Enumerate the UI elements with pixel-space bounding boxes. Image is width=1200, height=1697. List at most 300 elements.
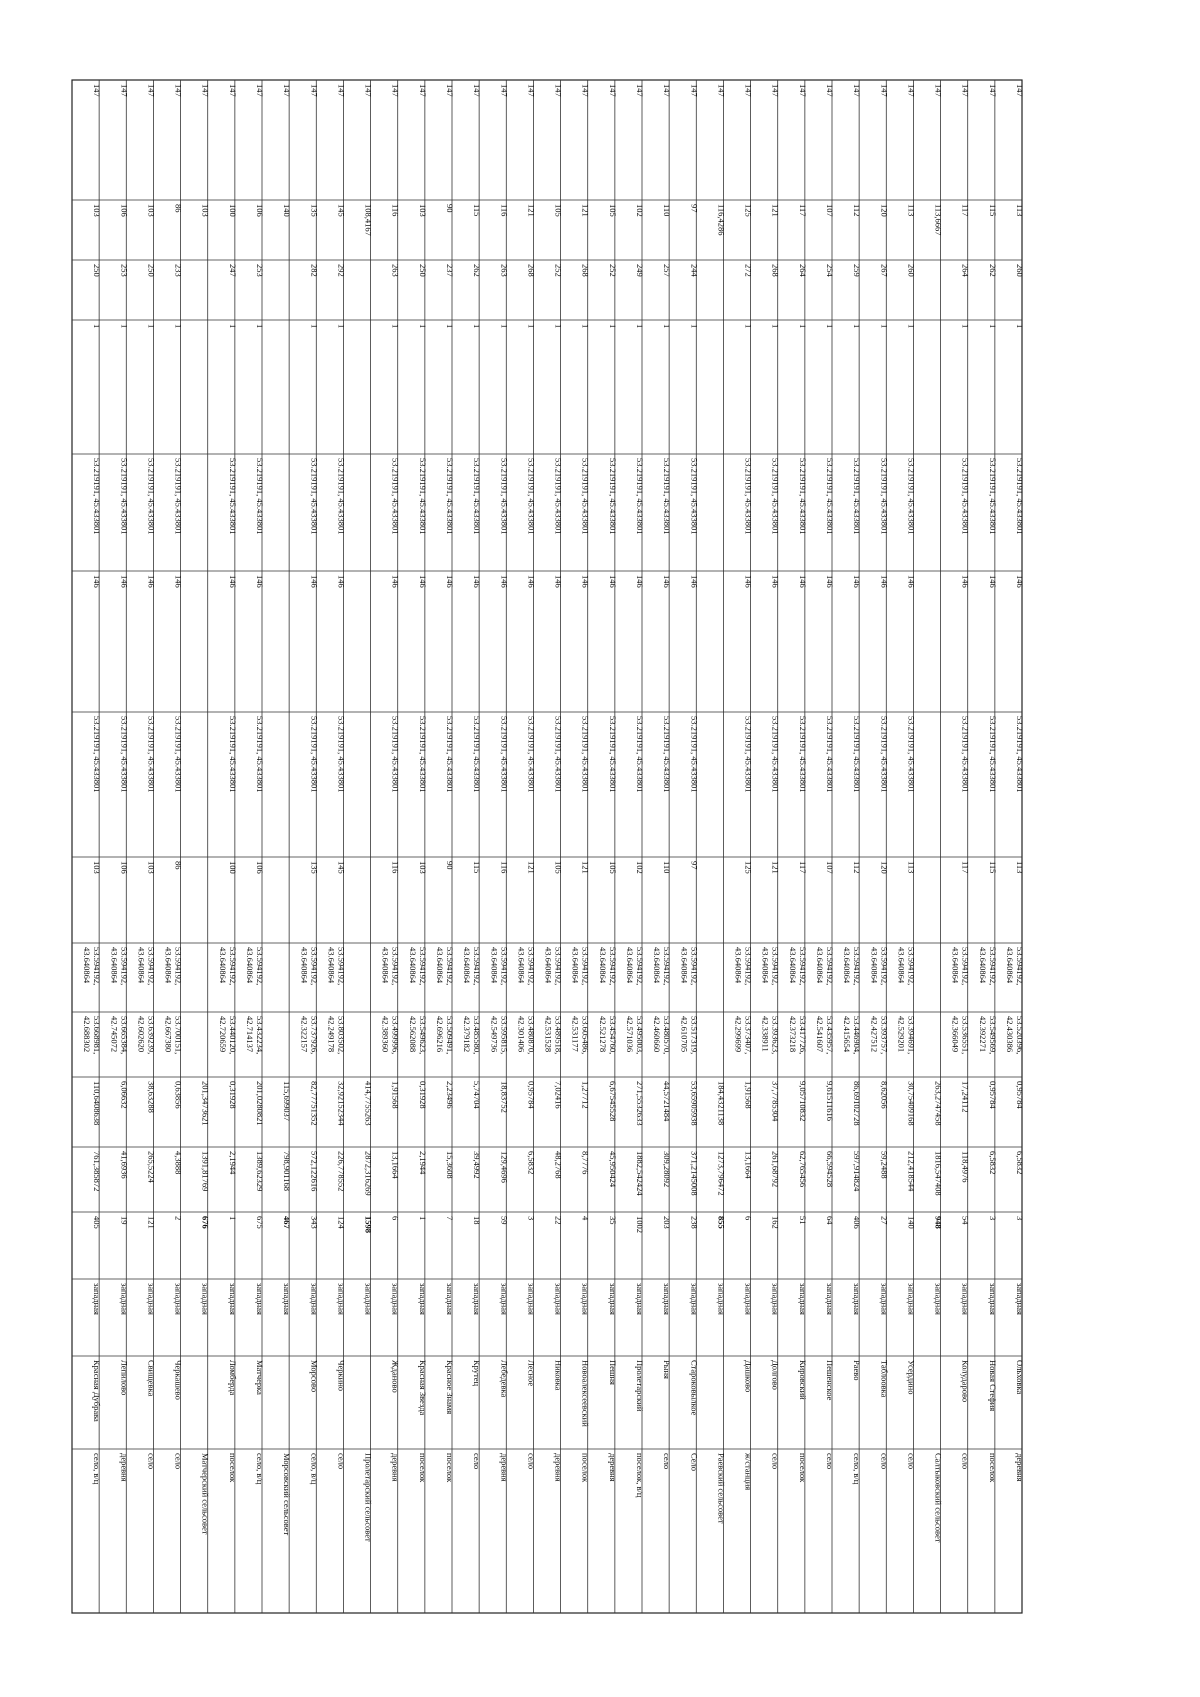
table-cell-text: 53.594192, [580, 947, 591, 986]
table-cell-text: 53.219191, 45.433801 [879, 716, 890, 793]
table-cell-text: 1 [1015, 324, 1025, 329]
table-cell-text: село [825, 1453, 835, 1470]
table-cell-text: 226,778552 [336, 1151, 347, 1192]
table-cell-text: 147 [200, 84, 211, 97]
table-cell-text: Пролетарский сельсовет [363, 1453, 374, 1542]
table-cell-text: 43.640864 [245, 947, 255, 984]
table-cell-text: 43.640864 [82, 947, 93, 984]
table-cell-text: 252 [553, 264, 564, 277]
table-cell-text: 121 [580, 861, 591, 874]
table-cell-text: село [146, 1453, 157, 1470]
table-cell-text: западная [825, 1283, 835, 1315]
table-cell-text: 106 [119, 204, 130, 217]
table-cell-text: 59 [499, 1216, 510, 1225]
table-cell-text: 117 [960, 861, 971, 874]
table-cell-text: 53.219191, 45.433801 [906, 458, 917, 535]
table-cell-text: 250 [417, 264, 428, 277]
table-cell-text: 103 [92, 204, 103, 217]
table-cell-text: поселок [580, 1453, 591, 1483]
table-cell-text: 53.440120, [227, 1016, 238, 1055]
table-cell-text: 53.219191, 45.433801 [580, 716, 591, 793]
table-cell-text: Усердино [906, 1360, 917, 1395]
table-cell-text: 140 [906, 1216, 917, 1229]
table-cell-text: 147 [825, 84, 835, 97]
table-cell-text: 53.485580, [472, 1016, 483, 1055]
table-cell-text: 110 [662, 861, 673, 874]
table-cell-text: 53.219191, 45.433801 [472, 716, 483, 793]
table-cell-text: 115 [987, 204, 998, 217]
table-cell-text: 0,95784 [1015, 1081, 1025, 1109]
table-cell-text: 146 [336, 575, 347, 588]
table-cell-text: 0,31928 [417, 1081, 428, 1109]
table-cell-text: 105 [553, 861, 564, 874]
table-cell-text: 53.432234, [255, 1016, 265, 1055]
table-cell-text: 82,77751352 [309, 1081, 320, 1126]
table-cell-text: 53.594192, [1015, 947, 1025, 986]
table-cell-text: 147 [933, 84, 944, 97]
table-cell-text: 0,95784 [987, 1081, 998, 1109]
table-cell-text: 53.219191, 45.433801 [852, 716, 863, 793]
table-cell-text: Красное Знамя [445, 1360, 455, 1415]
table-cell-text: 42.373218 [787, 1016, 798, 1053]
table-cell-text: 41,6936 [119, 1151, 130, 1179]
table-cell-text: западная [526, 1283, 537, 1315]
table-cell-text: 27 [879, 1216, 890, 1225]
table-cell-text: 53.594192, [689, 947, 700, 986]
table-cell-text: 1 [526, 324, 537, 329]
table-cell-text: 90 [445, 204, 455, 213]
table-cell-text: 1 [119, 324, 130, 329]
table-cell-text: 64 [825, 1216, 835, 1225]
table-cell-text: Раево [852, 1360, 863, 1381]
table-cell-text: 18 [472, 1216, 483, 1225]
table-cell-text: село [472, 1453, 483, 1470]
table-cell-text: Ломберда [227, 1360, 238, 1396]
table-cell-text: ж/станция [743, 1453, 754, 1491]
table-cell-text: 53.219191, 45.433801 [607, 458, 618, 535]
table-cell-text: Морсово [309, 1360, 320, 1393]
table-cell-text: 53.803502, [336, 1016, 347, 1055]
table-cell-text: 7,02416 [553, 1081, 564, 1109]
table-cell-text: 43.640864 [842, 947, 853, 984]
table-cell-text: 53.594192, [635, 947, 645, 986]
table-cell-text: 53.219191, 45.433801 [960, 458, 971, 535]
table-cell-text: 53.605486, [580, 1016, 591, 1055]
table-cell-text: 1 [607, 324, 618, 329]
table-cell-text: 162 [770, 1216, 781, 1229]
table-cell-text: западная [309, 1283, 320, 1315]
table-cell-text: 2,1944 [227, 1151, 238, 1175]
table-cell-text: 53.219191, 45.433801 [526, 716, 537, 793]
table-cell-text: 147 [797, 84, 808, 97]
table-cell-text: 42.696216 [435, 1016, 445, 1053]
table-cell-text: 53.219191, 45.433801 [255, 458, 265, 535]
table-cell-text: 53.219191, 45.433801 [987, 458, 998, 535]
table-cell-text: 1 [797, 324, 808, 329]
table-cell-text: 53.594192, [879, 947, 890, 986]
table-cell-text: 43.640864 [462, 947, 473, 984]
table-cell-text: 1 [499, 324, 510, 329]
table-cell-text: 2,1944 [417, 1151, 428, 1175]
table-cell-text: деревня [499, 1453, 510, 1482]
table-cell-text: 1 [987, 324, 998, 329]
table-cell-text: 42.460660 [652, 1016, 663, 1053]
table-cell-text: 17,24112 [960, 1081, 971, 1113]
table-cell-text: 110,6408638 [92, 1081, 103, 1126]
table-cell-text: 1 [390, 324, 401, 329]
table-cell-text: 43.640864 [163, 947, 174, 984]
table-cell-text: западная [1015, 1283, 1025, 1315]
table-cell-text: 1 [92, 324, 103, 329]
table-cell-text: 1002 [635, 1216, 645, 1233]
table-cell-text: 53.219191, 45.433801 [689, 458, 700, 535]
table-cell-text: 105 [607, 861, 618, 874]
table-cell-text: 53.219191, 45.433801 [553, 458, 564, 535]
table-cell-text: 103 [92, 861, 103, 874]
table-cell-text: 53.509491, [445, 1016, 455, 1055]
table-cell-text: 124 [336, 1216, 347, 1229]
table-cell-text: 53.219191, 45.433801 [417, 458, 428, 535]
table-cell-text: 1273,796472 [716, 1151, 727, 1196]
table-cell-text: 43.640864 [950, 947, 961, 984]
table-cell-text: 53.454760, [607, 1016, 618, 1055]
table-cell-text: западная [472, 1283, 483, 1315]
table-cell-text: западная [363, 1283, 374, 1315]
table-cell-text: 53.435957, [825, 1016, 835, 1055]
table-cell-text: 51 [797, 1216, 808, 1225]
table-cell-text: 117 [797, 204, 808, 217]
table-cell-text: 8,62056 [879, 1081, 890, 1109]
table-cell-text: деревня [119, 1453, 130, 1482]
table-cell-text: западная [146, 1283, 157, 1315]
table-cell-text: село, в/ц [92, 1453, 103, 1485]
table-cell-text: 106 [119, 861, 130, 874]
table-cell-text: 42.379182 [462, 1016, 473, 1053]
table-cell-text: 146 [689, 575, 700, 588]
table-cell-text: поселок, в/ц [635, 1453, 645, 1498]
table-cell-text: 53.594192, [255, 947, 265, 986]
table-cell-text: 146 [119, 575, 130, 588]
table-cell-text: 53.219191, 45.433801 [662, 458, 673, 535]
table-cell-text: село [960, 1453, 971, 1470]
table-cell-text: 1816,547408 [933, 1151, 944, 1196]
table-cell-text: 53.219191, 45.433801 [227, 458, 238, 535]
table-cell-text: 6 [743, 1216, 754, 1221]
table-cell-text: 146 [1015, 575, 1025, 588]
table-cell-text: западная [200, 1283, 211, 1315]
table-cell-text: 53.219191, 45.433801 [797, 458, 808, 535]
table-cell-text: 1,27712 [580, 1081, 591, 1109]
table-cell-text: 103 [146, 861, 157, 874]
table-cell-text: село [336, 1453, 347, 1470]
table-cell-text: Село [689, 1453, 700, 1472]
table-cell-text: 53.219191, 45.433801 [743, 716, 754, 793]
table-cell-text: 146 [553, 575, 564, 588]
table-cell-text: 43.640864 [1005, 947, 1015, 984]
table-cell-text: Колударово [960, 1360, 971, 1403]
table-cell-text: 145 [336, 204, 347, 217]
table-cell-text: западная [417, 1283, 428, 1315]
table-cell-text: 6,06632 [119, 1081, 130, 1109]
table-cell-text: 97 [689, 204, 700, 213]
table-cell-text: 53.594192, [770, 947, 781, 986]
table-cell-text: 1 [580, 324, 591, 329]
table-cell-text: 1 [689, 324, 700, 329]
table-cell-text: деревня [553, 1453, 564, 1482]
table-cell-text: 146 [662, 575, 673, 588]
table-cell-text: 147 [743, 84, 754, 97]
table-cell-text: Матчерка [255, 1360, 265, 1395]
table-cell-text: 147 [92, 84, 103, 97]
table-cell-text: 53.219191, 45.433801 [879, 458, 890, 535]
table-cell-text: 90 [445, 861, 455, 870]
table-cell-text: 53.219191, 45.433801 [390, 458, 401, 535]
table-cell-text: 254 [825, 264, 835, 277]
table-cell-text: 53.219191, 45.433801 [173, 716, 184, 793]
table-cell-text: 146 [825, 575, 835, 588]
table-cell-text: 146 [445, 575, 455, 588]
table-cell-text: западная [879, 1283, 890, 1315]
table-cell-text: 53.219191, 45.433801 [146, 716, 157, 793]
table-cell-text: 53.594192, [743, 947, 754, 986]
table-cell-text: 53.219191, 45.433801 [390, 716, 401, 793]
table-cell-text: 43.640864 [896, 947, 907, 984]
table-cell-text: 268 [526, 264, 537, 277]
table-cell-text: 260 [1015, 264, 1025, 277]
table-cell-text: 53.219191, 45.433801 [825, 458, 835, 535]
table-cell-text: село [770, 1453, 781, 1470]
table-cell-text: 106 [255, 204, 265, 217]
table-cell-text: 3 [1015, 1216, 1025, 1221]
table-cell-text: 53.219191, 45.433801 [146, 458, 157, 535]
table-cell-text: 42.529201 [896, 1016, 907, 1053]
table-cell-text: 292 [336, 264, 347, 277]
table-cell-text: западная [445, 1283, 455, 1315]
table-cell-text: 1 [445, 324, 455, 329]
table-cell-text: 1 [336, 324, 347, 329]
table-cell-text: Никовка [553, 1360, 564, 1391]
table-cell-text: 1 [553, 324, 564, 329]
table-cell-text: Таблоовка [879, 1360, 890, 1398]
table-cell-text: 13,1664 [743, 1151, 754, 1179]
table-cell-text: 147 [607, 84, 618, 97]
table-cell-text: 43.640864 [516, 947, 527, 984]
table-cell-text: 121 [146, 1216, 157, 1229]
table-cell-text: 53.594192, [146, 947, 157, 986]
table-cell-text: 146 [417, 575, 428, 588]
table-cell-text: 53.595815, [499, 1016, 510, 1055]
table-cell-text: 6,5832 [987, 1151, 998, 1175]
table-cell-text: Жданово [390, 1360, 401, 1393]
table-cell-text: 53.495003, [635, 1016, 645, 1055]
table-cell-text: 53.393623, [770, 1016, 781, 1055]
table-cell-text: 103 [146, 204, 157, 217]
table-cell-text: 53.594192, [417, 947, 428, 986]
table-cell-text: 42.531177 [570, 1016, 581, 1052]
table-cell-text: Черкашево [173, 1360, 184, 1400]
table-cell-text: 42.714137 [245, 1016, 255, 1053]
table-cell-text: 147 [987, 84, 998, 97]
table-cell-text: 262 [472, 264, 483, 277]
table-cell-text: 146 [743, 575, 754, 588]
table-cell-text: 53.594192, [987, 947, 998, 986]
table-cell-text: 146 [472, 575, 483, 588]
table-cell-text: 43.640864 [815, 947, 825, 984]
table-cell-text: 201,0280821 [255, 1081, 265, 1126]
table-cell-text: 7 [445, 1216, 455, 1221]
table-cell-text: 147 [227, 84, 238, 97]
table-cell-text: 42.720659 [217, 1016, 228, 1053]
table-cell-text: западная [580, 1283, 591, 1315]
table-cell-text: 53.737926, [309, 1016, 320, 1055]
table-cell-text: поселок [987, 1453, 998, 1483]
table-cell-text: 798,901168 [282, 1151, 293, 1192]
table-cell-text: 39,4992 [472, 1151, 483, 1179]
table-cell-text: 237 [445, 264, 455, 277]
table-cell-text: 263 [499, 264, 510, 277]
table-cell-text: 147 [662, 84, 673, 97]
table-cell-text: 146 [173, 575, 184, 588]
table-cell-text: 53.536551, [960, 1016, 971, 1055]
table-cell-text: 146 [580, 575, 591, 588]
table-cell-text: 113 [906, 204, 917, 217]
table-cell-text: 53.219191, 45.433801 [227, 716, 238, 793]
table-cell-text: 116 [390, 204, 401, 217]
table-cell-text: 261,68792 [770, 1151, 781, 1188]
table-cell-text: 121 [526, 861, 537, 874]
table-cell-text: 53.393757, [879, 1016, 890, 1055]
table-cell-text: 0,63856 [173, 1081, 184, 1109]
table-cell-text: 253 [119, 264, 130, 277]
table-cell-text: 53.219191, 45.433801 [906, 716, 917, 793]
table-cell-text: 414,7755263 [363, 1081, 374, 1126]
table-cell-text: 42.602620 [136, 1016, 147, 1053]
table-cell-text: 147 [906, 84, 917, 97]
table-cell-text: 117 [797, 861, 808, 874]
table-cell-text: 0,95784 [526, 1081, 537, 1109]
table-cell-text: 135 [309, 204, 320, 217]
table-cell-text: 120 [879, 861, 890, 874]
table-cell-text: 146 [852, 575, 863, 588]
table-cell-text: 121 [580, 204, 591, 217]
table-cell-text: 116,4286 [716, 204, 727, 236]
table-cell-text: 53.219191, 45.433801 [987, 716, 998, 793]
table-cell-text: 146 [526, 575, 537, 588]
table-cell-text: Красная Дубрава [92, 1360, 103, 1422]
table-cell-text: 53.594192, [472, 947, 483, 986]
table-cell-text: 43.640864 [760, 947, 771, 984]
table-cell-text: 53.489518, [553, 1016, 564, 1055]
table-cell-text: 272 [743, 264, 754, 277]
table-cell-text: 147 [580, 84, 591, 97]
table-cell-text: 1 [743, 324, 754, 329]
table-cell-text: село [879, 1453, 890, 1470]
table-cell-text: 32,92152344 [336, 1081, 347, 1126]
table-cell-text: село [906, 1453, 917, 1470]
table-cell-text: 1 [635, 324, 645, 329]
table-cell-text: 53.219191, 45.433801 [309, 458, 320, 535]
table-cell-text: 53.594192, [445, 947, 455, 986]
table-cell-text: 1 [852, 324, 863, 329]
table-cell-text: 53.219191, 45.433801 [580, 458, 591, 535]
table-cell-text: 3 [526, 1216, 537, 1221]
table-cell-text: 147 [309, 84, 320, 97]
table-cell-text: 121 [526, 204, 537, 217]
table-cell-text: 116 [499, 861, 510, 874]
table-cell-text: 1 [906, 324, 917, 329]
table-cell-text: 6,67545528 [607, 1081, 618, 1122]
table-cell-text: 3 [987, 1216, 998, 1221]
table-cell-text: западная [119, 1283, 130, 1315]
table-cell-text: 53.219191, 45.433801 [445, 458, 455, 535]
table-cell-text: 42.667380 [163, 1016, 174, 1053]
table-cell-text: 264 [960, 264, 971, 277]
table-cell-text: 146 [607, 575, 618, 588]
table-cell-text: 267 [879, 264, 890, 277]
table-cell-text: 6,5832 [1015, 1151, 1025, 1175]
table-cell-text: 43.640864 [787, 947, 798, 984]
table-cell-text: 116 [390, 861, 401, 874]
table-cell-text: 371,2145008 [689, 1151, 700, 1196]
table-cell-text: 4,3888 [173, 1151, 184, 1175]
table-cell-text: 948 [933, 1216, 944, 1229]
table-cell-text: 15,3608 [445, 1151, 455, 1179]
table-cell-text: Пешня [607, 1360, 618, 1385]
table-cell-text: 9,61511616 [825, 1081, 835, 1122]
table-cell-text: 260 [906, 264, 917, 277]
table-cell-text: село [173, 1453, 184, 1470]
table-cell-text: 125 [743, 861, 754, 874]
table-cell-text: 146 [227, 575, 238, 588]
table-cell-text: 238 [689, 1216, 700, 1229]
table-cell-text: 30,75409168 [906, 1081, 917, 1126]
table-cell-text: Лебедевка [499, 1360, 510, 1398]
table-cell-text: 309,28092 [662, 1151, 673, 1188]
table-cell-text: 102 [635, 861, 645, 874]
table-cell-text: 53.594192, [526, 947, 537, 986]
table-cell-text: Лепилово [119, 1360, 130, 1396]
table-cell-text: 146 [309, 575, 320, 588]
table-cell-text: 146 [499, 575, 510, 588]
table-cell-text: 147 [960, 84, 971, 97]
table-cell-text: Матчерский сельсовет [200, 1453, 211, 1535]
table-cell-text: 43.640864 [977, 947, 988, 984]
table-cell-text: западная [716, 1283, 727, 1315]
table-cell-text: 53.219191, 45.433801 [472, 458, 483, 535]
table-cell-text: поселок [227, 1453, 238, 1483]
table-cell-text: 145 [336, 861, 347, 874]
table-cell-text: 53.639239, [146, 1016, 157, 1055]
table-cell-text: село [526, 1453, 537, 1470]
table-cell-text: 53.594192, [852, 947, 863, 986]
table-cell-text: 53.594192, [825, 947, 835, 986]
table-cell-text: 53.219191, 45.433801 [92, 458, 103, 535]
table-cell-text: 53.594192, [797, 947, 808, 986]
table-cell-text: 147 [119, 84, 130, 97]
table-cell-text: 43.640864 [597, 947, 608, 984]
table-cell-text: 1 [879, 324, 890, 329]
table-cell-text: 5,74704 [472, 1081, 483, 1109]
table-cell-text: 146 [390, 575, 401, 588]
table-cell-text: Дашково [743, 1360, 754, 1393]
table-cell-text: 105 [553, 204, 564, 217]
table-cell-text: 22 [553, 1216, 564, 1225]
table-cell-text: 44,5721484 [662, 1081, 673, 1122]
table-cell-text: 1 [173, 324, 184, 329]
table-cell-text: 4 [580, 1216, 591, 1221]
table-cell-text: 2,23496 [445, 1081, 455, 1109]
table-cell-text: 135 [309, 861, 320, 874]
